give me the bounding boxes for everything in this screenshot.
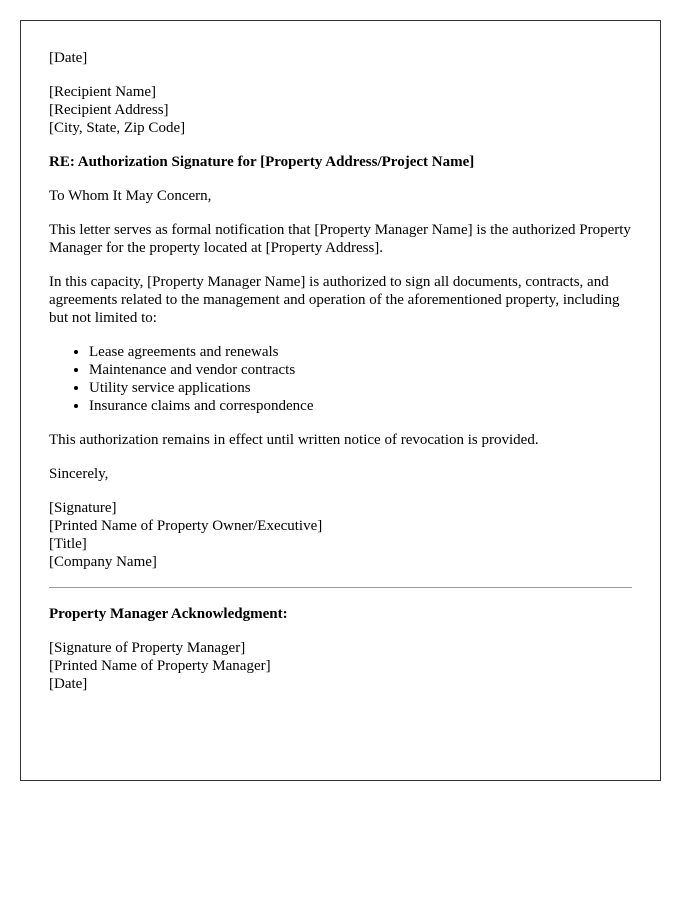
closing: Sincerely, [49, 466, 109, 482]
list-item: • Insurance claims and correspondence [89, 397, 632, 415]
paragraph-notification: This letter serves as formal notification that [Property Manager Name] is the authorized Property Manager for the property located at [Property Address]. [49, 222, 631, 256]
recipient-city: [City, State, Zip Code] [49, 120, 186, 136]
divider [49, 587, 632, 588]
paragraph-effect: This authorization remains in effect until written notice of revocation is provided. [49, 432, 539, 448]
list-item: • Lease agreements and renewals [89, 343, 632, 361]
letter [20, 20, 661, 781]
acknowledgment-heading: Property Manager Acknowledgment: [49, 606, 288, 622]
list-item: • Utility service applications [89, 379, 632, 397]
signer-company: [Company Name] [49, 554, 157, 570]
ack-date: [Date] [49, 676, 88, 692]
salutation: To Whom It May Concern, [49, 188, 212, 204]
ack-printed-name: [Printed Name of Property Manager] [49, 658, 271, 674]
signer-title: [Title] [49, 536, 87, 552]
authorized-items-list [49, 343, 632, 415]
recipient-address: [Recipient Address] [49, 102, 169, 118]
letter-date: [Date] [49, 50, 88, 66]
recipient-name: [Recipient Name] [49, 84, 157, 100]
acknowledgment-block [49, 639, 632, 693]
recipient-block [49, 83, 632, 137]
list-item: • Maintenance and vendor contracts [89, 361, 632, 379]
signer-printed-name: [Printed Name of Property Owner/Executive] [49, 518, 323, 534]
signer-block [49, 499, 632, 571]
paragraph-capacity: In this capacity, [Property Manager Name] is authorized to sign all documents, contracts, and agreements related to the management and operation of the aforementioned property, including but not limited to: [49, 274, 620, 326]
subject-line: RE: Authorization Signature for [Property Address/Project Name] [49, 154, 475, 170]
signer-signature: [Signature] [49, 500, 117, 516]
ack-signature: [Signature of Property Manager] [49, 640, 246, 656]
